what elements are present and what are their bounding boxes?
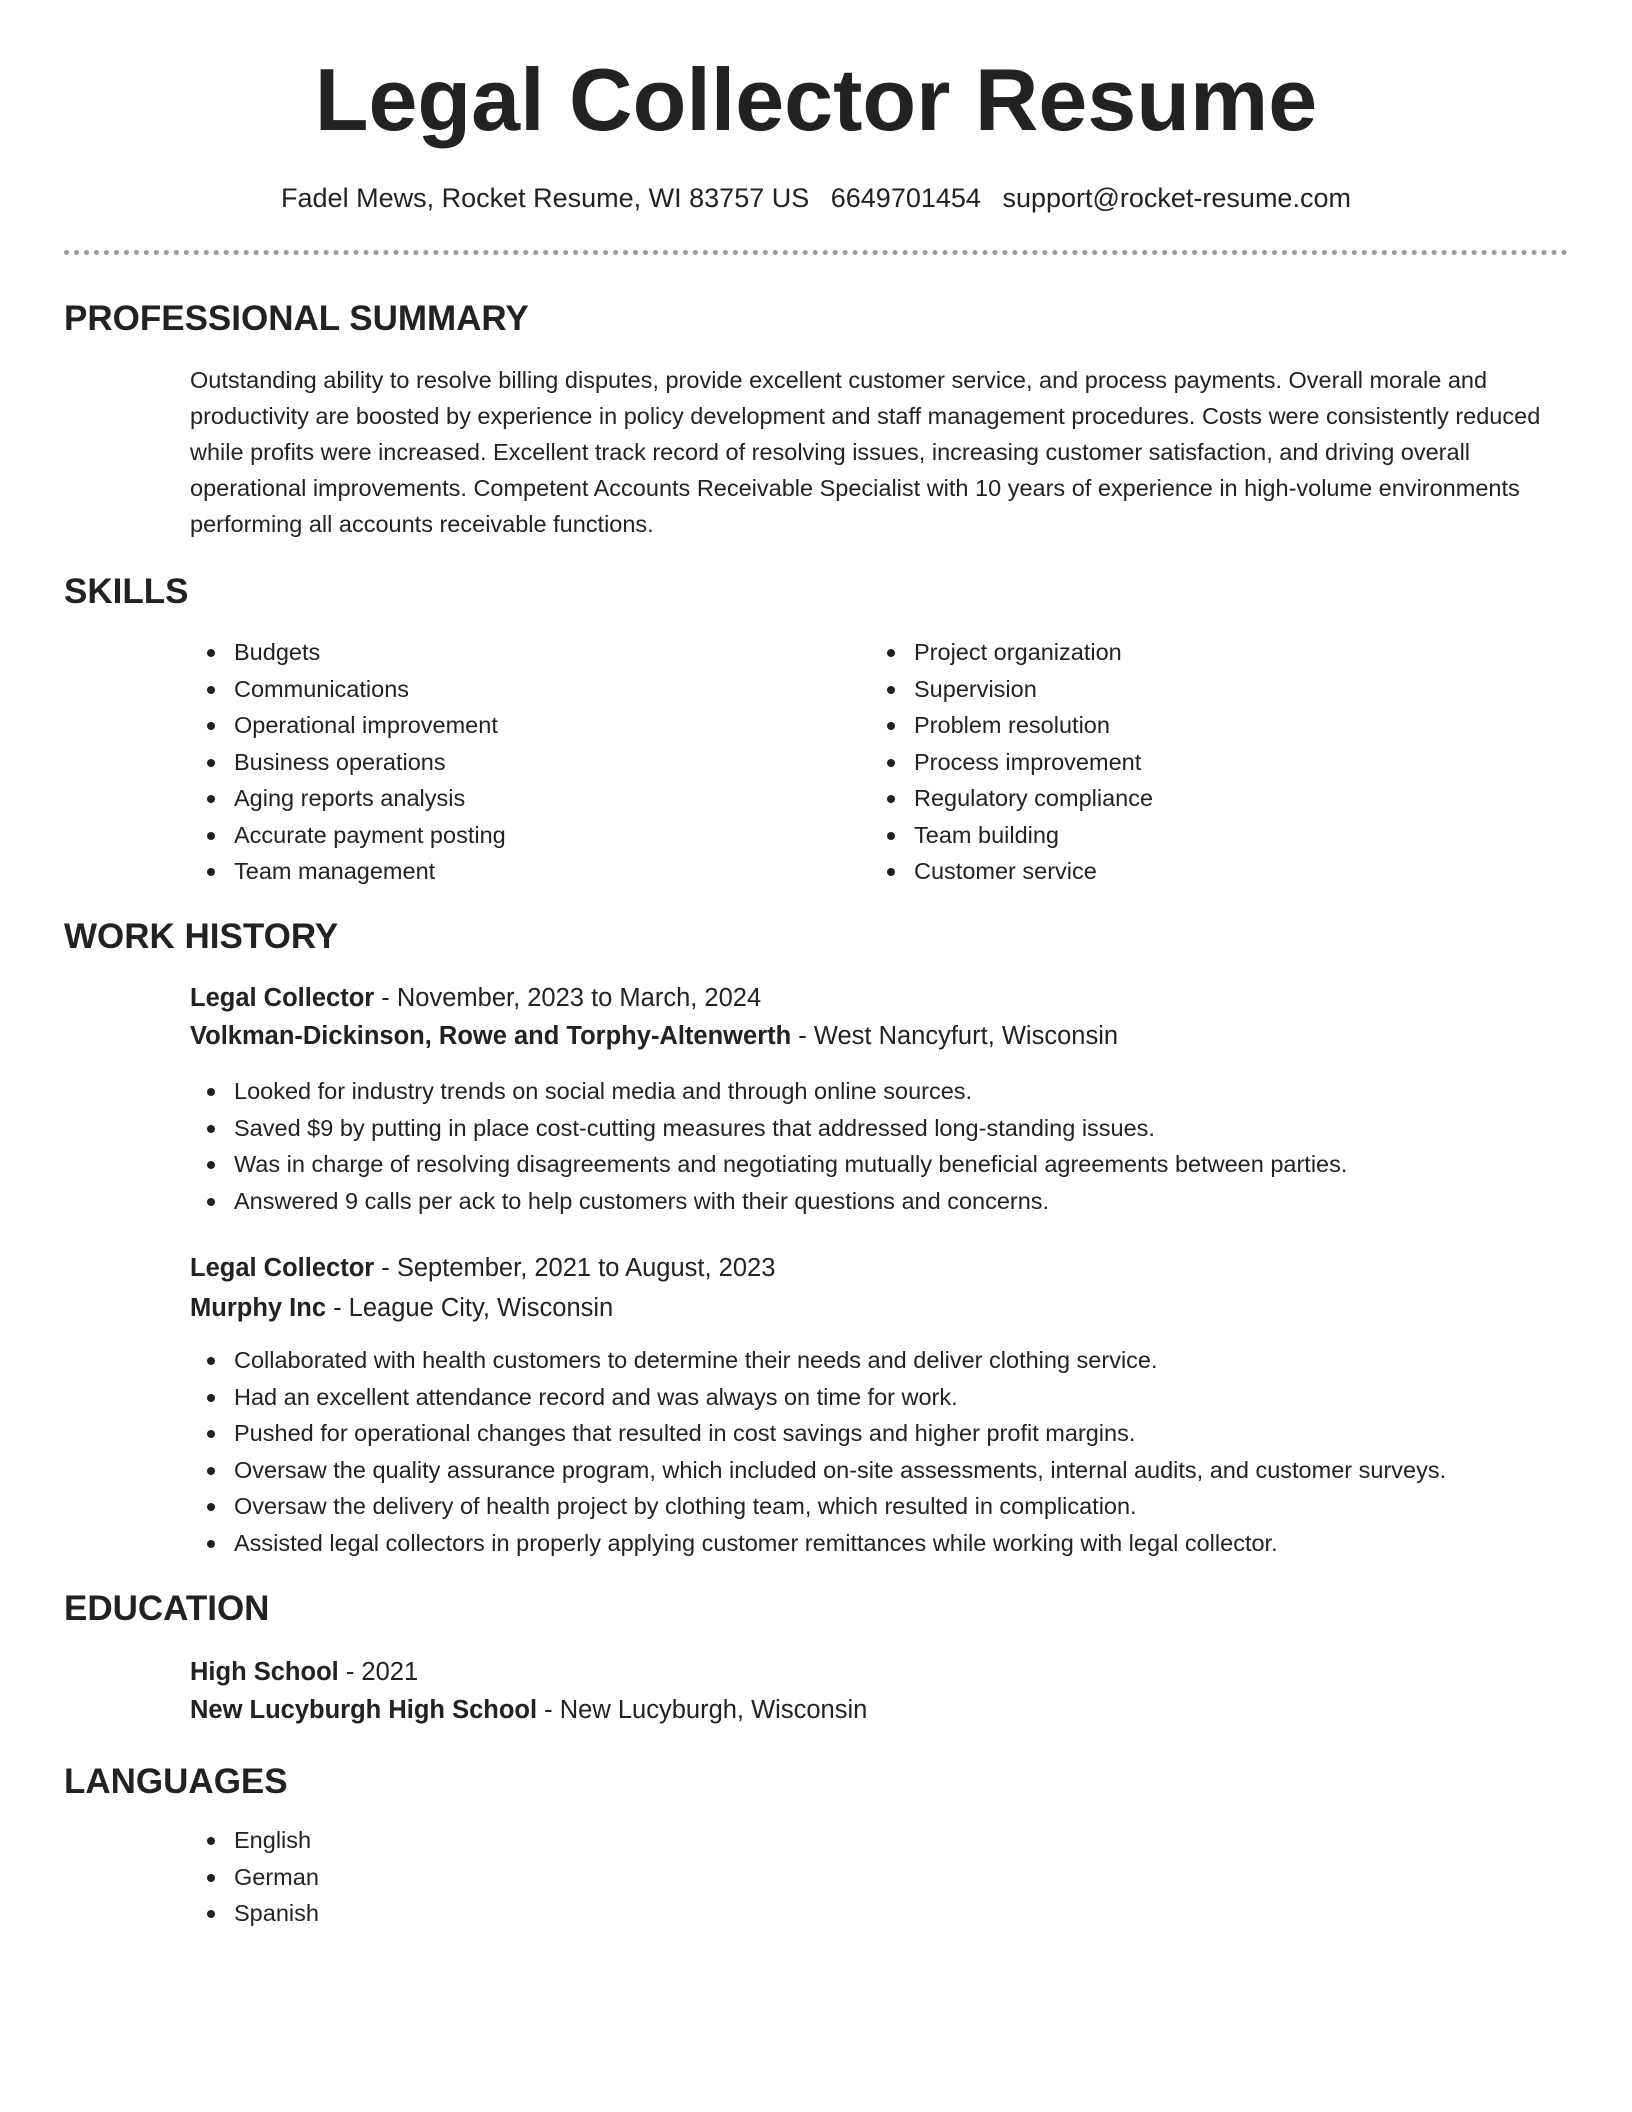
language-item: German [190,1859,319,1896]
skill-item: Customer service [870,853,1153,890]
resume-title: Legal Collector Resume [314,50,1318,149]
job-bullet: Assisted legal collectors in properly applying customer remittances while working with legal collector. [190,1525,1446,1562]
job-bullet: Answered 9 calls per ack to help customers with their questions and concerns. [190,1183,1347,1220]
work-heading: WORK HISTORY [64,917,339,956]
skills-list-left [190,634,506,890]
contact-phone: 6649701454 [830,183,981,213]
language-item: Spanish [190,1895,319,1932]
education-location: - New Lucyburgh, Wisconsin [537,1696,868,1724]
skill-item: Aging reports analysis [190,780,506,817]
job-title: Legal Collector [190,984,375,1012]
job-dates: - September, 2021 to August, 2023 [374,1254,776,1282]
job-bullet: Oversaw the quality assurance program, which included on-site assessments, internal audits, and customer surveys. [190,1452,1446,1489]
languages-heading: LANGUAGES [64,1762,288,1801]
job-1-bullets [190,1073,1347,1219]
job-2-company-line [190,1290,613,1326]
job-location: - West Nancyfurt, Wisconsin [791,1022,1119,1050]
job-dates: - November, 2023 to March, 2024 [374,984,762,1012]
header-divider [64,250,1568,255]
job-company: Murphy Inc [190,1294,327,1322]
job-2-title-line [190,1250,775,1286]
skill-item: Regulatory compliance [870,780,1153,817]
skill-item: Project organization [870,634,1153,671]
skills-heading: SKILLS [64,572,189,611]
job-2-bullets [190,1342,1446,1561]
job-bullet: Saved $9 by putting in place cost-cutting measures that addressed long-standing issues. [190,1110,1347,1147]
job-location: - League City, Wisconsin [326,1294,614,1322]
education-degree: High School [190,1658,339,1686]
language-item: English [190,1822,319,1859]
job-1-title-line [190,980,761,1016]
education-year: - 2021 [338,1658,419,1686]
education-heading: EDUCATION [64,1589,270,1628]
summary-heading: PROFESSIONAL SUMMARY [64,299,529,338]
languages-list [190,1822,319,1932]
education-degree-line [190,1654,418,1690]
skill-item: Business operations [190,744,506,781]
job-title: Legal Collector [190,1254,375,1282]
skill-item: Process improvement [870,744,1153,781]
job-bullet: Pushed for operational changes that resulted in cost savings and higher profit margins. [190,1415,1446,1452]
education-school: New Lucyburgh High School [190,1696,538,1724]
contact-line [64,181,1568,215]
summary-text: Outstanding ability to resolve billing disputes, provide excellent customer service, and process payments. Overall morale and productivity are boosted by experience in policy development and staff management procedures. Costs were consistently reduced while profits were increased. Excellent track record of resolving issues, increasing customer satisfaction, and driving overall operational improvements. Competent Accounts Receivable Specialist with 10 years of experience in high-volume environments performing all accounts receivable functions. [190,367,1541,537]
contact-email: support@rocket-resume.com [1002,183,1351,213]
job-company: Volkman-Dickinson, Rowe and Torphy-Altenwerth [190,1022,792,1050]
skill-item: Supervision [870,671,1153,708]
job-bullet: Had an excellent attendance record and was always on time for work. [190,1379,1446,1416]
job-bullet: Collaborated with health customers to determine their needs and deliver clothing service. [190,1342,1446,1379]
job-bullet: Looked for industry trends on social media and through online sources. [190,1073,1347,1110]
contact-address: Fadel Mews, Rocket Resume, WI 83757 US [281,183,810,213]
job-1-company-line [190,1018,1118,1054]
skill-item: Team management [190,853,506,890]
skill-item: Operational improvement [190,707,506,744]
skill-item: Budgets [190,634,506,671]
skill-item: Communications [190,671,506,708]
skill-item: Team building [870,817,1153,854]
education-school-line [190,1692,867,1728]
skills-list-right [870,634,1153,890]
skill-item: Problem resolution [870,707,1153,744]
skill-item: Accurate payment posting [190,817,506,854]
job-bullet: Was in charge of resolving disagreements and negotiating mutually beneficial agreements between parties. [190,1146,1347,1183]
job-bullet: Oversaw the delivery of health project by clothing team, which resulted in complication. [190,1488,1446,1525]
